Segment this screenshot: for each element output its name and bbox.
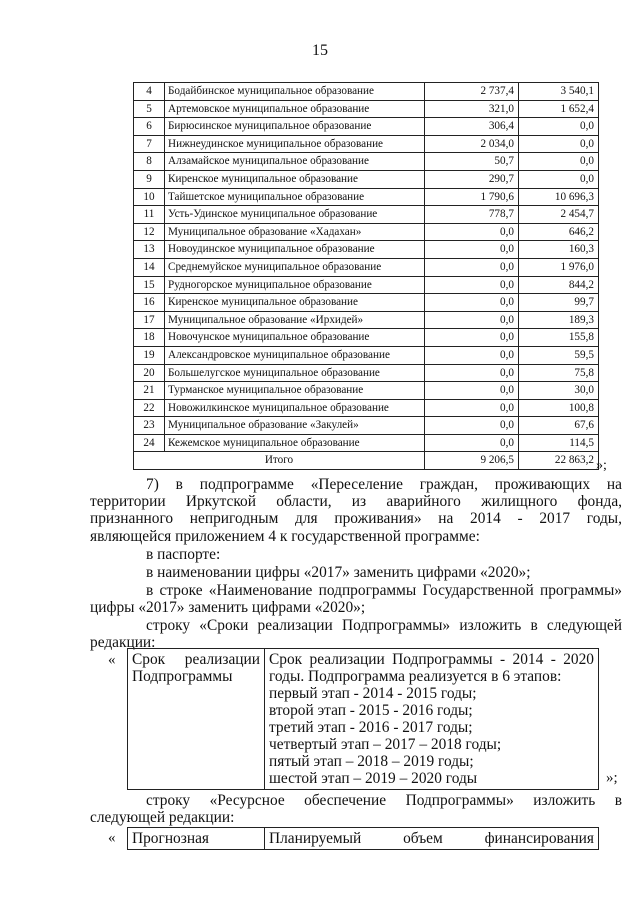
table-row — [134, 118, 599, 136]
table-row — [134, 241, 599, 259]
terms-box — [127, 648, 599, 790]
terms-box-left-line1: Срок реализации — [132, 651, 260, 668]
table-row — [134, 170, 599, 188]
value-col1: 0,0 — [425, 241, 519, 259]
box1-close-quote: »; — [606, 770, 618, 786]
table-row — [134, 223, 599, 241]
municipality-name: Артемовское муниципальное образование — [165, 100, 425, 118]
value-col2: 844,2 — [519, 276, 599, 294]
table-row — [134, 206, 599, 224]
table-total-row — [134, 452, 599, 470]
row-number: 7 — [134, 135, 165, 153]
row-number: 24 — [134, 434, 165, 452]
value-col2: 0,0 — [519, 118, 599, 136]
value-col2: 67,6 — [519, 417, 599, 435]
row-number: 12 — [134, 223, 165, 241]
value-col2: 155,8 — [519, 329, 599, 347]
municipality-name: Тайшетское муниципальное образование — [165, 188, 425, 206]
value-col1: 0,0 — [425, 382, 519, 400]
terms-box-right-line: второй этап - 2015 - 2016 годы; — [269, 702, 473, 719]
resources-line1: строку «Ресурсное обеспечение Подпрограммы» изложить в — [146, 792, 622, 809]
resources-line2: следующей редакции: — [90, 809, 235, 827]
row-number: 10 — [134, 188, 165, 206]
value-col1: 290,7 — [425, 170, 519, 188]
row-number: 21 — [134, 382, 165, 400]
table-row — [134, 364, 599, 382]
terms-box-right-line: первый этап - 2014 - 2015 годы; — [269, 685, 477, 702]
value-col1: 0,0 — [425, 417, 519, 435]
value-col1: 0,0 — [425, 399, 519, 417]
terms-box-right-line: третий этап - 2016 - 2017 годы; — [269, 719, 473, 736]
row-number: 14 — [134, 258, 165, 276]
table-row — [134, 276, 599, 294]
value-col2: 99,7 — [519, 294, 599, 312]
value-col2: 10 696,3 — [519, 188, 599, 206]
value-col1: 50,7 — [425, 153, 519, 171]
municipality-name: Киренское муниципальное образование — [165, 170, 425, 188]
value-col1: 778,7 — [425, 206, 519, 224]
table-row — [134, 311, 599, 329]
resources-paragraph — [90, 792, 622, 827]
municipality-name: Александровское муниципальное образование — [165, 346, 425, 364]
municipality-name: Бодайбинское муниципальное образование — [165, 83, 425, 101]
value-col1: 2 737,4 — [425, 83, 519, 101]
value-col2: 75,8 — [519, 364, 599, 382]
resources-box — [127, 827, 599, 850]
municipality-name: Муниципальное образование «Закулей» — [165, 417, 425, 435]
value-col1: 0,0 — [425, 311, 519, 329]
municipality-name: Рудногорское муниципальное образование — [165, 276, 425, 294]
row-number: 4 — [134, 83, 165, 101]
table-row — [134, 294, 599, 312]
value-col2: 3 540,1 — [519, 83, 599, 101]
value-col1: 0,0 — [425, 258, 519, 276]
value-col2: 0,0 — [519, 153, 599, 171]
page-number: 15 — [312, 42, 328, 59]
terms-box-left-line2: Подпрограммы — [132, 668, 233, 685]
box2-open-quote: « — [108, 830, 116, 846]
terms-line1: строку «Сроки реализации Подпрограммы» изложить в следующей — [146, 617, 622, 634]
municipality-name: Нижнеудинское муниципальное образование — [165, 135, 425, 153]
value-col2: 100,8 — [519, 399, 599, 417]
row-number: 13 — [134, 241, 165, 259]
municipality-name: Киренское муниципальное образование — [165, 294, 425, 312]
municipality-name: Турманское муниципальное образование — [165, 382, 425, 400]
table-row — [134, 188, 599, 206]
municipality-name: Большелугское муниципальное образование — [165, 364, 425, 382]
row-number: 22 — [134, 399, 165, 417]
value-col1: 0,0 — [425, 364, 519, 382]
table-row — [134, 382, 599, 400]
row-number: 23 — [134, 417, 165, 435]
para7-line: территории Иркутской области, из аварийного жилищного фонда, — [90, 493, 622, 511]
value-col2: 0,0 — [519, 170, 599, 188]
terms-box-right-line: четвертый этап – 2017 – 2018 годы; — [269, 736, 502, 753]
municipality-name: Новожилкинское муниципальное образование — [165, 399, 425, 417]
terms-paragraph — [90, 617, 622, 652]
municipalities-table — [133, 82, 599, 470]
table-close-mark: »; — [596, 458, 607, 473]
value-col2: 114,5 — [519, 434, 599, 452]
table-row — [134, 100, 599, 118]
row-number: 11 — [134, 206, 165, 224]
value-col1: 0,0 — [425, 276, 519, 294]
resources-box-left: Прогнозная — [128, 828, 265, 850]
value-col1: 2 034,0 — [425, 135, 519, 153]
row-number: 18 — [134, 329, 165, 347]
value-col2: 59,5 — [519, 346, 599, 364]
value-col2: 160,3 — [519, 241, 599, 259]
row-number: 19 — [134, 346, 165, 364]
row-number: 8 — [134, 153, 165, 171]
row-number: 20 — [134, 364, 165, 382]
terms-box-right-line: годы. Подпрограмма реализуется в 6 этапов: — [269, 668, 562, 685]
para7-line: являющейся приложением 4 к государственной программе: — [90, 527, 480, 545]
table-row — [134, 329, 599, 347]
resources-box-right: Планируемый объем финансирования — [265, 828, 599, 850]
total-value-col1: 9 206,5 — [425, 452, 519, 470]
municipality-name: Кежемское муниципальное образование — [165, 434, 425, 452]
table-row — [134, 417, 599, 435]
row-number: 6 — [134, 118, 165, 136]
total-value-col2: 22 863,2 — [519, 452, 599, 470]
terms-box-right-line: шестой этап – 2019 – 2020 годы — [269, 770, 478, 787]
table-row — [134, 399, 599, 417]
para7-line: признанного непригодным для проживания» на 2014 - 2017 годы, — [90, 510, 622, 528]
value-col2: 1 652,4 — [519, 100, 599, 118]
row-name-paragraph — [90, 582, 622, 617]
municipality-name: Среднемуйское муниципальное образование — [165, 258, 425, 276]
table-row — [134, 83, 599, 101]
municipality-name: Муниципальное образование «Хадахан» — [165, 223, 425, 241]
para7-line: 7) в подпрограмме «Переселение граждан, проживающих на — [146, 476, 622, 493]
value-col1: 306,4 — [425, 118, 519, 136]
municipality-name: Новоудинское муниципальное образование — [165, 241, 425, 259]
total-label: Итого — [134, 452, 425, 470]
terms-box-left — [128, 649, 265, 790]
passport-line: в паспорте: — [146, 546, 221, 563]
table-row — [134, 153, 599, 171]
table-row — [134, 258, 599, 276]
municipality-name: Бирюсинское муниципальное образование — [165, 118, 425, 136]
naming-line: в наименовании цифры «2017» заменить цифрами «2020»; — [146, 564, 531, 581]
table-row — [134, 135, 599, 153]
value-col1: 0,0 — [425, 329, 519, 347]
value-col2: 0,0 — [519, 135, 599, 153]
terms-box-right-line: пятый этап – 2018 – 2019 годы; — [269, 753, 474, 770]
row-number: 16 — [134, 294, 165, 312]
box1-open-quote: « — [108, 652, 116, 668]
row-name-line1: в строке «Наименование подпрограммы Государственной программы» — [146, 582, 622, 599]
value-col2: 646,2 — [519, 223, 599, 241]
row-number: 5 — [134, 100, 165, 118]
value-col1: 0,0 — [425, 434, 519, 452]
value-col2: 2 454,7 — [519, 206, 599, 224]
municipality-name: Муниципальное образование «Ирхидей» — [165, 311, 425, 329]
municipality-name: Новочунское муниципальное образование — [165, 329, 425, 347]
table-row — [134, 346, 599, 364]
terms-box-right — [265, 649, 599, 790]
municipality-name: Усть-Удинское муниципальное образование — [165, 206, 425, 224]
value-col1: 0,0 — [425, 223, 519, 241]
value-col1: 0,0 — [425, 294, 519, 312]
terms-box-right-line: Срок реализации Подпрограммы - 2014 - 2020 — [269, 651, 594, 668]
value-col1: 0,0 — [425, 346, 519, 364]
municipality-name: Алзамайское муниципальное образование — [165, 153, 425, 171]
row-number: 17 — [134, 311, 165, 329]
value-col2: 30,0 — [519, 382, 599, 400]
value-col2: 1 976,0 — [519, 258, 599, 276]
table-row — [134, 434, 599, 452]
value-col2: 189,3 — [519, 311, 599, 329]
paragraph-7 — [90, 476, 622, 545]
row-number: 9 — [134, 170, 165, 188]
value-col1: 321,0 — [425, 100, 519, 118]
terms-line2: редакции: — [90, 634, 156, 652]
row-name-line2: цифры «2017» заменить цифрами «2020»; — [90, 599, 366, 617]
value-col1: 1 790,6 — [425, 188, 519, 206]
row-number: 15 — [134, 276, 165, 294]
